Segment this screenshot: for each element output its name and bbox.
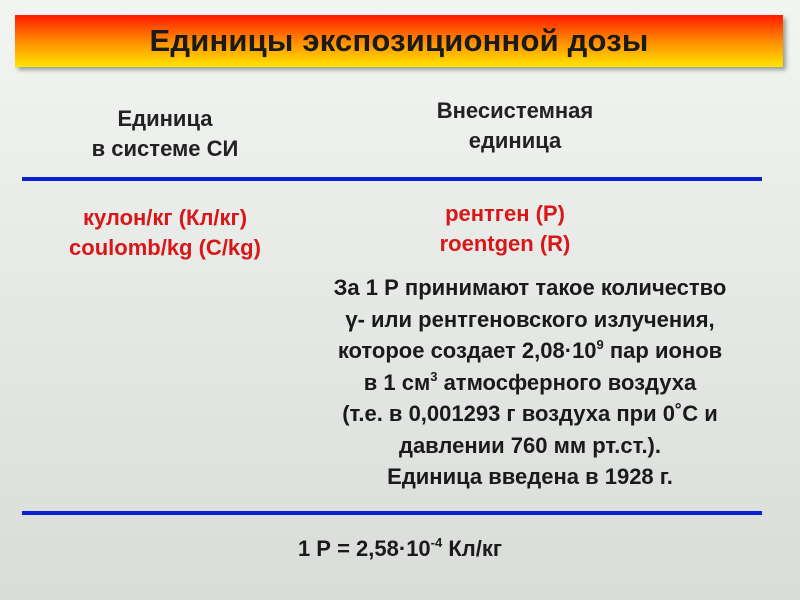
si-unit-ru: кулон/кг (Кл/кг): [82, 205, 248, 230]
nonsystem-column-header: [390, 96, 640, 156]
definition-line: [300, 367, 760, 399]
si-header-line1: Единица: [117, 106, 213, 131]
nonsystem-header-line2: единица: [468, 128, 562, 153]
definition-text: в 1 см: [363, 369, 431, 395]
definition-line: Единица введена в 1928 г.: [387, 464, 673, 489]
si-header-line2: в системе СИ: [91, 136, 239, 161]
page-title: Единицы экспозиционной дозы: [149, 23, 649, 58]
formula-text: Кл/кг: [442, 536, 503, 561]
definition-text: пар ионов: [603, 338, 723, 363]
formula-text: 1 Р = 2,58·10: [297, 536, 431, 561]
nonsystem-unit: [380, 199, 630, 259]
nonsystem-unit-ru: рентген (Р): [445, 201, 565, 226]
conversion-formula: [200, 536, 600, 562]
nonsystem-unit-en: roentgen (R): [439, 231, 571, 256]
si-column-header: [40, 104, 290, 164]
nonsystem-header-line1: Внесистемная: [436, 98, 594, 123]
definition-line: давлении 760 мм рт.ст.).: [398, 432, 661, 458]
exponent: 9: [596, 337, 604, 352]
title-banner: [15, 15, 783, 67]
definition-text: атмосферного воздуха: [437, 369, 697, 395]
si-unit: [20, 203, 310, 263]
exponent: 3: [430, 368, 438, 384]
definition-line: (т.е. в 0,001293 г воздуха при 0˚С и: [342, 401, 718, 426]
top-divider: [22, 177, 762, 181]
definition-line: За 1 Р принимают такое количество: [333, 275, 727, 300]
bottom-divider: [22, 511, 762, 515]
roentgen-definition: [300, 272, 760, 493]
formula-exponent: -4: [430, 535, 443, 550]
definition-text: которое создает 2,08·10: [337, 338, 597, 363]
definition-line: [300, 335, 760, 367]
si-unit-en: coulomb/kg (C/kg): [69, 235, 261, 260]
definition-line: γ- или рентгеновского излучения,: [345, 306, 715, 332]
